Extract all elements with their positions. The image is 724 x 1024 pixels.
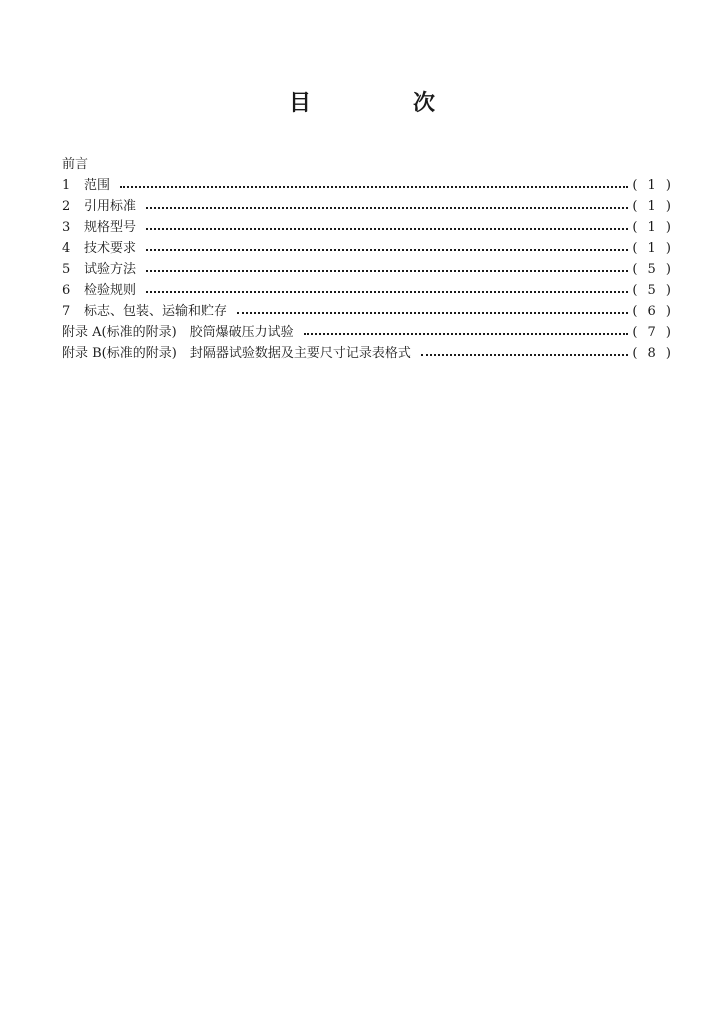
toc-entry — [62, 259, 674, 280]
dot-leader — [146, 228, 628, 230]
toc-entry-page: ( 1 ) — [632, 220, 674, 235]
dot-leader — [146, 270, 628, 272]
toc-entry-number: 6 — [62, 283, 71, 298]
toc-entry-number: 5 — [62, 262, 71, 277]
toc-entry-number: 4 — [62, 241, 71, 256]
toc-entry-page: ( 6 ) — [632, 304, 674, 319]
toc-entry-label: 范围 — [84, 178, 111, 193]
toc-entry-page: ( 1 ) — [632, 178, 674, 193]
toc-entry-page: ( 5 ) — [632, 262, 674, 277]
toc-entry — [62, 301, 674, 322]
toc-entry — [62, 238, 674, 259]
toc-entry-label: 标志、包装、运输和贮存 — [84, 304, 228, 319]
toc-entry-number: 1 — [62, 178, 71, 193]
toc-entry-number: 2 — [62, 199, 71, 214]
toc-entry — [62, 175, 674, 196]
toc-appendix-entry — [62, 343, 674, 364]
toc-entry-number: 3 — [62, 220, 71, 235]
toc-entry-page: ( 1 ) — [632, 199, 674, 214]
dot-leader — [146, 249, 628, 251]
dot-leader — [146, 291, 628, 293]
dot-leader — [146, 207, 628, 209]
dot-leader — [237, 312, 628, 314]
toc-entry-label: 检验规则 — [84, 283, 137, 298]
toc-entry-page: ( 1 ) — [632, 241, 674, 256]
toc-entry-label: 试验方法 — [84, 262, 137, 277]
dot-leader — [421, 354, 628, 356]
toc-entry — [62, 196, 674, 217]
toc-entry-number: 7 — [62, 304, 71, 319]
toc-preface: 前言 — [62, 157, 89, 172]
dot-leader — [304, 333, 629, 335]
toc-appendix-entry — [62, 322, 674, 343]
toc-entry-page: ( 5 ) — [632, 283, 674, 298]
dot-leader — [120, 186, 628, 188]
toc-appendix-page: ( 7 ) — [632, 325, 674, 340]
table-of-contents — [62, 154, 674, 364]
toc-entry-label: 技术要求 — [84, 241, 137, 256]
toc-appendix-page: ( 8 ) — [632, 346, 674, 361]
toc-appendix-label: 附录 B(标准的附录) 封隔器试验数据及主要尺寸记录表格式 — [62, 346, 411, 361]
toc-entry — [62, 280, 674, 301]
toc-entry-label: 规格型号 — [84, 220, 137, 235]
toc-entry — [62, 217, 674, 238]
toc-entry-label: 引用标准 — [84, 199, 137, 214]
toc-title: 目 次 — [288, 91, 475, 116]
toc-appendix-label: 附录 A(标准的附录) 胶筒爆破压力试验 — [62, 325, 294, 340]
